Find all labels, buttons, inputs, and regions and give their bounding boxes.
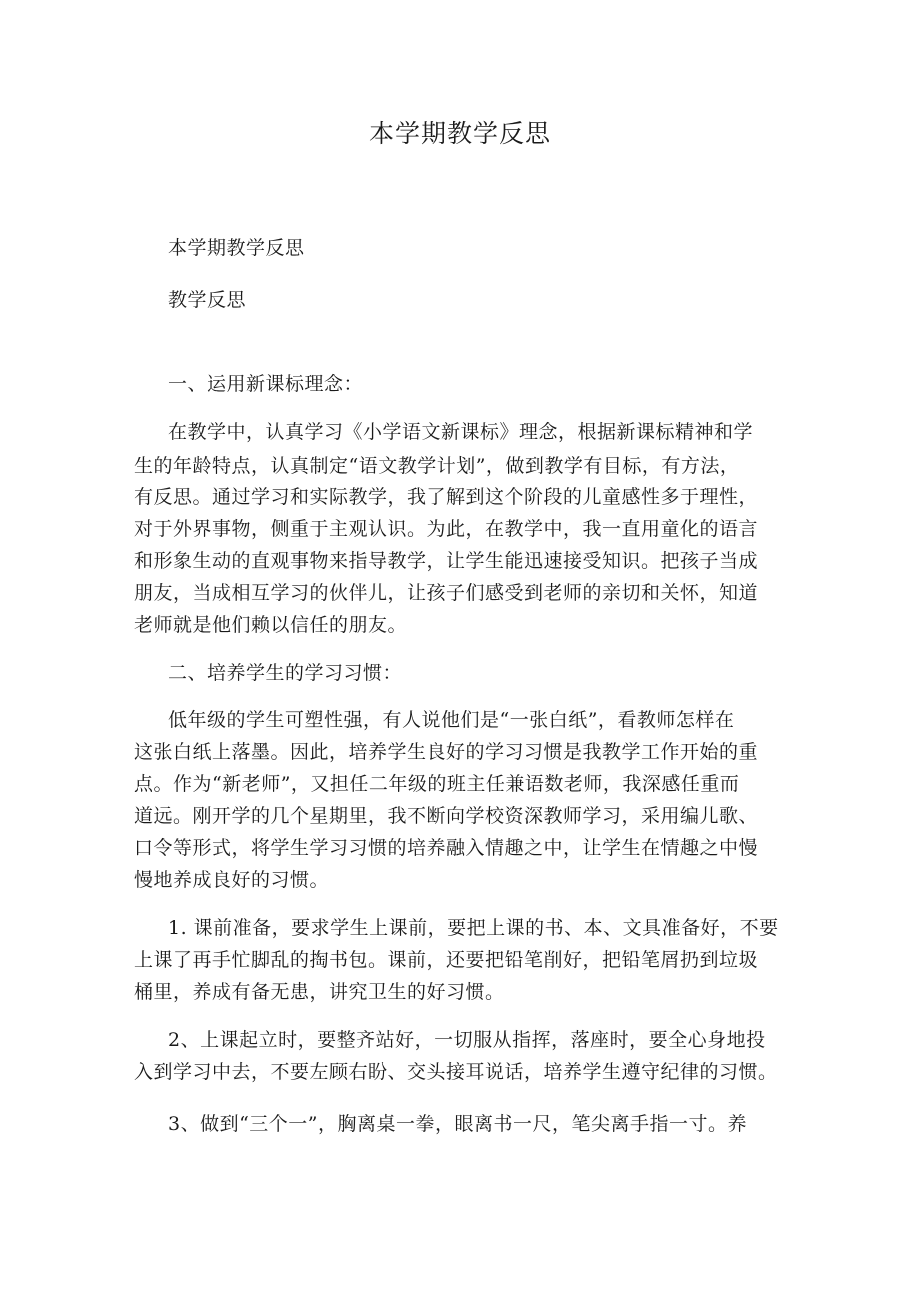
paragraph-line: 3、做到“三个一”，胸离桌一拳，眼离书一尺，笔尖离手指一寸。养: [168, 1113, 748, 1135]
paragraph-line: 和形象生动的直观事物来指导教学，让学生能迅速接受知识。把孩子当成: [134, 550, 759, 572]
paragraph-line: 低年级的学生可塑性强，有人说他们是“一张白纸”，看教师怎样在: [168, 709, 735, 731]
section2-heading: 二、培养学生的学习习惯：: [168, 662, 403, 684]
paragraph-line: 生的年龄特点，认真制定“语文教学计划”，做到教学有目标，有方法，: [134, 455, 740, 477]
paragraph-line: 上课了再手忙脚乱的掏书包。课前，还要把铅笔削好，把铅笔屑扔到垃圾: [134, 949, 759, 971]
section1-heading: 一、运用新课标理念：: [168, 373, 364, 395]
paragraph-line: 对于外界事物，侧重于主观认识。为此，在教学中，我一直用童化的语言: [134, 518, 759, 540]
category-label: 教学反思: [168, 289, 247, 311]
paragraph-line: 在教学中，认真学习《小学语文新课标》理念，根据新课标精神和学: [168, 421, 754, 443]
document-title: 本学期教学反思: [368, 119, 551, 148]
paragraph-line: 口令等形式，将学生学习习惯的培养融入情趣之中，让学生在情趣之中慢: [134, 837, 759, 859]
paragraph-line: 这张白纸上落墨。因此，培养学生良好的学习习惯是我教学工作开始的重: [134, 741, 759, 763]
subtitle: 本学期教学反思: [168, 237, 305, 259]
paragraph-line: 点。作为“新老师”，又担任二年级的班主任兼语数老师，我深感任重而: [134, 773, 740, 795]
paragraph-line: 入到学习中去，不要左顾右盼、交头接耳说话，培养学生遵守纪律的习惯。: [134, 1061, 778, 1083]
paragraph-line: 桶里，养成有备无患，讲究卫生的好习惯。: [134, 981, 505, 1003]
paragraph-line: 有反思。通过学习和实际教学，我了解到这个阶段的儿童感性多于理性，: [134, 486, 759, 508]
paragraph-line: 2、上课起立时，要整齐站好，一切服从指挥，落座时，要全心身地投: [168, 1029, 766, 1051]
paragraph-line: 朋友，当成相互学习的伙伴儿，让孩子们感受到老师的亲切和关怀，知道: [134, 582, 759, 604]
paragraph-line: 老师就是他们赖以信任的朋友。: [134, 614, 408, 636]
paragraph-line: 慢地养成良好的习惯。: [134, 869, 330, 891]
paragraph-line: 1. 课前准备，要求学生上课前，要把上课的书、本、文具准备好，不要: [168, 917, 779, 939]
paragraph-line: 道远。刚开学的几个星期里，我不断向学校资深教师学习，采用编儿歌、: [134, 805, 759, 827]
